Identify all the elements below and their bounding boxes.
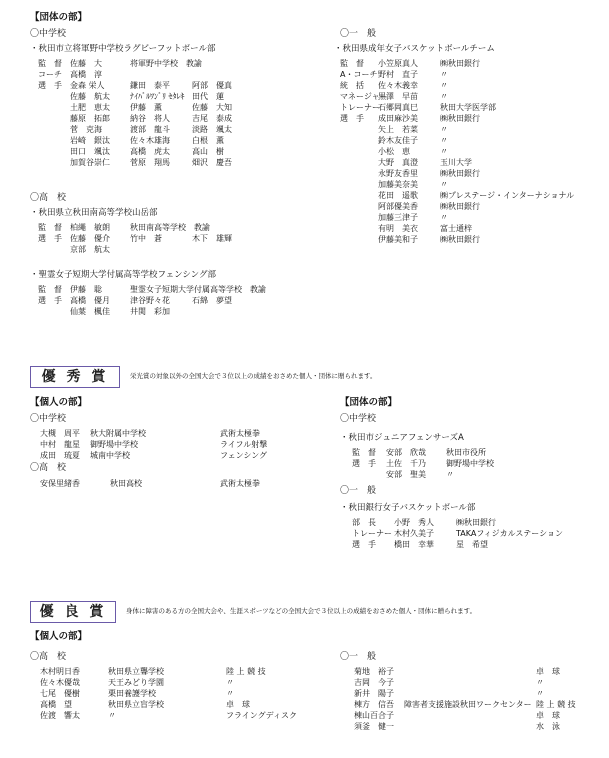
- cell: 〃: [226, 689, 234, 698]
- team-title-shogunno: ・秋田市立将軍野中学校ラグビーフットボール部: [30, 44, 216, 54]
- team-title-junior-fencers: ・秋田市ジュニアフェンサーズA: [340, 433, 464, 443]
- cell: 高山 樹: [192, 147, 224, 156]
- cell: [340, 223, 378, 234]
- list-item: [340, 58, 600, 69]
- cell: [340, 146, 378, 157]
- list-item: [40, 439, 300, 450]
- list-item: [340, 201, 600, 212]
- cell: 選 手: [352, 540, 376, 549]
- cell: 佐々木優哉: [40, 678, 80, 687]
- cell: ㈱秋田銀行: [440, 59, 480, 68]
- list-item: [340, 179, 600, 190]
- cell: [340, 168, 378, 179]
- cell: 陸 上 競 技: [536, 700, 576, 709]
- cell: 将軍野中学校 教諭: [130, 59, 202, 68]
- team-roster-akigin-basketball: [352, 517, 602, 550]
- list-item: [40, 677, 310, 688]
- cell: 佐藤 優介: [70, 234, 110, 243]
- cell: 選 手: [340, 114, 364, 123]
- cell: 秋大附属中学校: [90, 429, 146, 438]
- cell: 黒澤 早苗: [378, 92, 418, 101]
- cell: 〃: [440, 81, 448, 90]
- cell: 武術太極拳: [220, 479, 260, 488]
- cell: 水 泳: [536, 722, 560, 731]
- cell: 〃: [440, 147, 448, 156]
- cell: 石郷岡真巳: [378, 103, 418, 112]
- cell: 監 督: [38, 285, 62, 294]
- cell: ㈱秋田銀行: [456, 518, 496, 527]
- list-item: [352, 458, 602, 469]
- cell: [340, 190, 378, 201]
- cell: ㈱秋田銀行: [440, 202, 480, 211]
- cell: ﾅｲﾊﾞﾙﾜﾝﾞﾘ ｾﾀﾚｷ: [130, 92, 185, 101]
- cell: 佐藤 航太: [70, 92, 110, 101]
- cell: [192, 284, 250, 295]
- cell: 菊地 裕子: [354, 667, 394, 676]
- excellence-jh-list: [40, 428, 300, 461]
- cell: 須釜 健一: [354, 722, 394, 731]
- cell: [404, 710, 536, 721]
- list-item: [352, 447, 602, 458]
- cell: 高橋 望: [40, 700, 72, 709]
- list-item: [38, 284, 298, 295]
- cell: フライングディスク: [226, 711, 297, 720]
- cell: フェンシング: [220, 451, 268, 460]
- cell: 七尾 優樹: [40, 689, 80, 698]
- list-item: [38, 102, 298, 113]
- list-item: [354, 721, 604, 732]
- team-title-basketball: ・秋田県成年女子バスケットボールチーム: [334, 44, 495, 54]
- cell: 佐々木雄海: [130, 136, 170, 145]
- cell: [404, 666, 536, 677]
- cell: 富士通梓: [440, 224, 472, 233]
- cell: 金森 栄人: [70, 81, 105, 90]
- excellence-hs-label: 〇高 校: [30, 463, 67, 473]
- cell: 〃: [226, 678, 234, 687]
- cell: 野村 直子: [378, 70, 418, 79]
- cell: 白根 薫: [192, 136, 224, 145]
- cell: 鈴木友佳子: [378, 136, 418, 145]
- cell: [352, 469, 386, 480]
- cell: 阿部優美香: [378, 202, 418, 211]
- good-hs-label: 〇高 校: [30, 652, 67, 662]
- list-item: [38, 306, 298, 317]
- cell: 大野 真澄: [378, 158, 418, 167]
- team-roster-junior-fencers: [352, 447, 602, 480]
- cell: ㈱プレステージ・インターナショナル: [440, 191, 575, 200]
- cell: 吉尾 泰成: [192, 114, 232, 123]
- cell: 加藤三津子: [378, 213, 418, 222]
- good-general-list: [354, 666, 604, 732]
- list-item: [352, 517, 602, 528]
- cell: 小野 秀人: [394, 518, 434, 527]
- cell: 田代 蓮: [192, 92, 224, 101]
- cell: 淡路 颯太: [192, 125, 232, 134]
- cell: 〃: [446, 470, 454, 479]
- list-item: [40, 450, 300, 461]
- excellence-individual-header: 【個人の部】: [30, 397, 88, 408]
- cell: 秋田県立聾学校: [108, 667, 164, 676]
- list-item: [340, 124, 600, 135]
- cell: 高橋 淳: [70, 70, 102, 79]
- cell: 秋田南高等学校 教諭: [130, 223, 210, 232]
- list-item: [340, 80, 600, 91]
- excellence-group-general-label: 〇一 般: [340, 486, 377, 496]
- good-award-title: 優 良 賞: [30, 601, 116, 623]
- cell: 伊藤 薫: [130, 103, 162, 112]
- team-roster-seirei: [38, 284, 298, 317]
- cell: マネージャー: [340, 92, 388, 101]
- cell: 成田 琉夏: [40, 451, 80, 460]
- list-item: [38, 113, 298, 124]
- list-item: [340, 135, 600, 146]
- cell: 〃: [440, 70, 448, 79]
- cell: [340, 234, 378, 245]
- cell: 菅 克海: [70, 125, 102, 134]
- cell: [38, 135, 70, 146]
- team-title-akigin-basketball: ・秋田銀行女子バスケットボール部: [340, 503, 476, 513]
- cell: 安部 欣哉: [386, 448, 426, 457]
- list-item: [340, 223, 600, 234]
- cell: 〃: [536, 678, 544, 687]
- cell: 柏繩 敏朗: [70, 223, 110, 232]
- cell: 佐渡 響太: [40, 711, 80, 720]
- cell: [404, 677, 536, 688]
- cell: 木村明日香: [40, 667, 80, 676]
- excellence-hs-list: [40, 478, 300, 489]
- excellence-group-header: 【団体の部】: [340, 397, 398, 408]
- cell: 棟山百合子: [354, 711, 394, 720]
- list-item: [340, 157, 600, 168]
- cell: 御野場中学校: [446, 459, 494, 468]
- cell: 岩崎 銀汰: [70, 136, 110, 145]
- cell: 藤原 拓郎: [70, 114, 110, 123]
- cell: 秋田大学医学部: [440, 103, 496, 112]
- cell: 棟方 信吾: [354, 700, 394, 709]
- cell: 佐藤 大: [70, 59, 102, 68]
- list-item: [38, 222, 298, 233]
- good-individual-header: 【個人の部】: [30, 631, 88, 642]
- list-item: [340, 69, 600, 80]
- cell: 天王みどり学園: [108, 678, 164, 687]
- list-item: [352, 528, 602, 539]
- cell: 畑沢 慶吾: [192, 158, 232, 167]
- team-title-seirei: ・聖霊女子短期大学付属高等学校フェンシング部: [30, 270, 216, 280]
- cell: 〃: [440, 213, 448, 222]
- cell: 津谷野々花: [130, 296, 170, 305]
- cell: 吉岡 今子: [354, 678, 394, 687]
- cell: 竹中 蒼: [130, 234, 162, 243]
- excellence-group-jh-label: 〇中学校: [340, 414, 377, 424]
- list-item: [40, 666, 310, 677]
- list-item: [340, 91, 600, 102]
- cell: 〃: [108, 711, 116, 720]
- list-item: [38, 244, 298, 255]
- cell: 〃: [440, 136, 448, 145]
- cell: トレーナー: [352, 529, 392, 538]
- cell: A・コーチ: [340, 70, 378, 79]
- list-item: [38, 58, 298, 69]
- cell: 選 手: [38, 296, 62, 305]
- cell: [340, 135, 378, 146]
- cell: 大槻 周平: [40, 429, 80, 438]
- group-section-header: 【団体の部】: [30, 12, 88, 23]
- cell: 伊藤 聡: [70, 285, 102, 294]
- list-item: [38, 91, 298, 102]
- list-item: [40, 688, 310, 699]
- list-item: [340, 212, 600, 223]
- cell: 選 手: [38, 234, 62, 243]
- cell: 阿部 優真: [192, 81, 232, 90]
- team-roster-basketball: [340, 58, 600, 245]
- list-item: [354, 677, 604, 688]
- cell: 高橋 虎太: [130, 147, 170, 156]
- cell: 小松 恵: [378, 147, 410, 156]
- list-item: [40, 428, 300, 439]
- cell: 納谷 将人: [130, 114, 170, 123]
- list-item: [354, 666, 604, 677]
- cell: 石綿 夢望: [192, 296, 232, 305]
- cell: 仙葉 楓佳: [70, 307, 110, 316]
- cell: 〃: [440, 125, 448, 134]
- list-item: [38, 69, 298, 80]
- cell: [130, 69, 192, 80]
- cell: 田口 颯汰: [70, 147, 110, 156]
- list-item: [40, 478, 300, 489]
- cell: [192, 244, 250, 255]
- cell: 聖霊女子短期大学付属高等学校 教諭: [130, 285, 266, 294]
- cell: [38, 146, 70, 157]
- excellence-award-note: 栄光賞の対象以外の全国大会で３位以上の成績をおさめた個人・団体に贈られます。: [130, 372, 377, 380]
- cell: TAKAフィジカルステーション: [456, 529, 563, 538]
- cell: 井関 彩加: [130, 307, 170, 316]
- cell: [404, 688, 536, 699]
- excellence-jh-label: 〇中学校: [30, 414, 67, 424]
- list-item: [38, 233, 298, 244]
- cell: 陸 上 競 技: [226, 667, 266, 676]
- excellence-award-title: 優 秀 賞: [30, 366, 120, 388]
- cell: [340, 179, 378, 190]
- cell: 〃: [440, 92, 448, 101]
- cell: 栗田養護学校: [108, 689, 156, 698]
- cell: 土佐 千乃: [386, 459, 426, 468]
- good-general-label: 〇一 般: [340, 652, 377, 662]
- cell: 佐々木義幸: [378, 81, 418, 90]
- cell: 小笠原真人: [378, 59, 418, 68]
- cell: 橋田 幸華: [394, 540, 434, 549]
- cell: 卓 球: [536, 711, 560, 720]
- cell: 渡部 龍斗: [130, 125, 170, 134]
- cell: 監 督: [340, 59, 364, 68]
- cell: 木下 雄輝: [192, 234, 232, 243]
- cell: ㈱秋田銀行: [440, 114, 480, 123]
- cell: [192, 58, 250, 69]
- cell: 安保里緒香: [40, 479, 80, 488]
- cell: 安部 聖美: [386, 470, 426, 479]
- cell: 〃: [440, 180, 448, 189]
- good-hs-list: [40, 666, 310, 721]
- cell: ㈱秋田銀行: [440, 235, 480, 244]
- list-item: [340, 146, 600, 157]
- cell: 加賀谷崇仁: [70, 158, 110, 167]
- cell: 加藤美奈美: [378, 180, 418, 189]
- cell: [38, 157, 70, 168]
- list-item: [352, 469, 602, 480]
- list-item: [340, 234, 600, 245]
- cell: 佐藤 大知: [192, 103, 232, 112]
- cell: 星 希望: [456, 540, 488, 549]
- cell: 有明 美衣: [378, 224, 418, 233]
- cell: 秋田高校: [110, 479, 142, 488]
- cell: 選 手: [38, 81, 62, 90]
- cell: [38, 113, 70, 124]
- list-item: [340, 113, 600, 124]
- cell: 秋田県立盲学校: [108, 700, 164, 709]
- cell: 中村 龍星: [40, 440, 80, 449]
- cell: 城南中学校: [90, 451, 130, 460]
- cell: 御野場中学校: [90, 440, 138, 449]
- list-item: [40, 699, 310, 710]
- cell: 選 手: [352, 459, 376, 468]
- cell: 武術太極拳: [220, 429, 260, 438]
- cell: 菅原 翔馬: [130, 158, 170, 167]
- cell: 永野友香里: [378, 169, 418, 178]
- list-item: [40, 710, 310, 721]
- cell: [192, 69, 250, 80]
- list-item: [38, 295, 298, 306]
- hs-label: 〇高 校: [30, 193, 67, 203]
- cell: [340, 157, 378, 168]
- list-item: [340, 102, 600, 113]
- list-item: [38, 146, 298, 157]
- list-item: [38, 124, 298, 135]
- cell: [340, 212, 378, 223]
- cell: 〃: [536, 689, 544, 698]
- cell: ㈱秋田銀行: [440, 169, 480, 178]
- team-title-akitaminami: ・秋田県立秋田南高等学校山岳部: [30, 208, 158, 218]
- cell: 土肥 恵太: [70, 103, 110, 112]
- cell: 卓 球: [226, 700, 250, 709]
- cell: [192, 222, 250, 233]
- cell: [38, 91, 70, 102]
- cell: 監 督: [352, 448, 376, 457]
- team-roster-shogunno: [38, 58, 298, 168]
- list-item: [354, 688, 604, 699]
- jh-label: 〇中学校: [30, 29, 67, 39]
- cell: [38, 306, 70, 317]
- cell: [38, 124, 70, 135]
- good-award-note: 身体に障害のある方の全国大会や、生涯スポーツなどの全国大会で３位以上の成績をおさめた個人・団体に贈られます。: [126, 607, 477, 615]
- list-item: [340, 168, 600, 179]
- list-item: [38, 135, 298, 146]
- cell: 部 長: [352, 518, 376, 527]
- list-item: [354, 710, 604, 721]
- cell: 監 督: [38, 223, 62, 232]
- cell: [192, 306, 250, 317]
- cell: 卓 球: [536, 667, 560, 676]
- cell: 高橋 優月: [70, 296, 110, 305]
- cell: 統 括: [340, 81, 364, 90]
- cell: ライフル射撃: [220, 440, 268, 449]
- cell: [404, 721, 536, 732]
- list-item: [38, 80, 298, 91]
- cell: 木村久美子: [394, 529, 434, 538]
- cell: コーチ: [38, 70, 62, 79]
- cell: 矢上 若菜: [378, 125, 418, 134]
- cell: 京部 航太: [70, 245, 110, 254]
- cell: 玉川大学: [440, 158, 472, 167]
- cell: [38, 102, 70, 113]
- cell: 成田麻沙美: [378, 114, 418, 123]
- cell: [340, 124, 378, 135]
- cell: [340, 201, 378, 212]
- cell: 新井 陽子: [354, 689, 394, 698]
- cell: 鎌田 泰平: [130, 81, 170, 90]
- cell: トレーナー: [340, 103, 380, 112]
- list-item: [354, 699, 604, 710]
- cell: 障害者支援施設秋田ワークセンター: [404, 700, 532, 709]
- cell: [130, 244, 192, 255]
- cell: [38, 244, 70, 255]
- list-item: [340, 190, 600, 201]
- cell: 秋田市役所: [446, 448, 486, 457]
- cell: 伊藤美和子: [378, 235, 418, 244]
- cell: 監 督: [38, 59, 62, 68]
- team-roster-akitaminami: [38, 222, 298, 255]
- list-item: [352, 539, 602, 550]
- general-label: 〇一 般: [340, 29, 377, 39]
- cell: 花田 遥歌: [378, 191, 418, 200]
- list-item: [38, 157, 298, 168]
